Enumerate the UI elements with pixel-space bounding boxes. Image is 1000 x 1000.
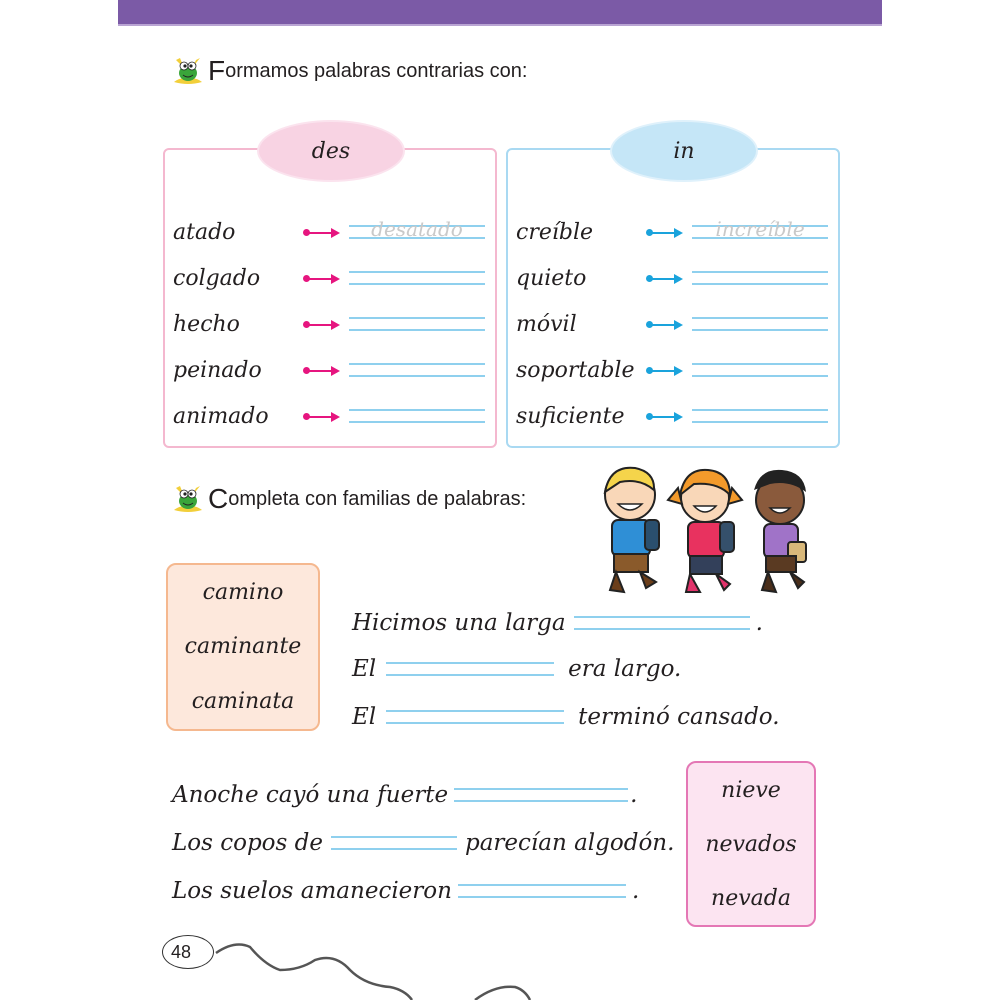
base-word: móvil xyxy=(516,311,577,337)
section-title-word-families xyxy=(172,484,526,514)
answer-blank[interactable] xyxy=(349,271,485,285)
exercise-row xyxy=(173,396,487,436)
frog-mascot-icon xyxy=(172,56,204,86)
title-text: ompleta con familias de palabras: xyxy=(228,487,527,510)
exercise-row xyxy=(516,396,830,436)
exercise-row xyxy=(516,304,830,344)
answer-blank[interactable]: increíble xyxy=(692,225,828,239)
exercise-row xyxy=(173,350,487,390)
arrow-icon xyxy=(646,225,686,239)
answer-blank[interactable] xyxy=(692,363,828,377)
title-initial: C xyxy=(208,483,229,514)
answer-blank[interactable] xyxy=(349,317,485,331)
children-walking-illustration xyxy=(590,460,820,600)
arrow-icon xyxy=(646,271,686,285)
sentence-2: El era largo. xyxy=(352,656,682,682)
exercise-row xyxy=(173,258,487,298)
sentence-5: Los copos de parecían algodón. xyxy=(172,830,675,856)
answer-blank[interactable]: desatado xyxy=(349,225,485,239)
prefix-label: des xyxy=(259,122,403,180)
prefix-label: in xyxy=(612,122,756,180)
answer-blank[interactable] xyxy=(692,317,828,331)
answer-blank[interactable] xyxy=(574,616,750,630)
answer-blank[interactable] xyxy=(454,788,628,802)
word-bank-item: nevada xyxy=(711,885,791,911)
exercise-row xyxy=(173,212,487,252)
answer-blank[interactable] xyxy=(349,409,485,423)
word-bank-item: camino xyxy=(202,579,284,605)
page-number: 48 xyxy=(162,935,214,969)
arrow-icon xyxy=(646,317,686,331)
mouse-cord-decoration xyxy=(150,925,550,1000)
prefix-panel-des xyxy=(163,138,497,448)
base-word: atado xyxy=(173,219,236,245)
arrow-icon xyxy=(303,409,343,423)
exercise-row xyxy=(173,304,487,344)
word-bank-item: nieve xyxy=(721,777,781,803)
arrow-icon xyxy=(646,363,686,377)
sentence-6: Los suelos amanecieron . xyxy=(172,878,640,904)
base-word: colgado xyxy=(173,265,261,291)
word-bank-item: nevados xyxy=(705,831,797,857)
prefix-panel-in xyxy=(506,138,840,448)
sentence-3: El terminó cansado. xyxy=(352,704,780,730)
answer-blank[interactable] xyxy=(692,271,828,285)
exercise-row xyxy=(516,258,830,298)
frog-mascot-icon xyxy=(172,484,204,514)
arrow-icon xyxy=(646,409,686,423)
base-word: peinado xyxy=(173,357,262,383)
arrow-icon xyxy=(303,225,343,239)
answer-blank[interactable] xyxy=(692,409,828,423)
base-word: hecho xyxy=(173,311,240,337)
section-title-opposites xyxy=(172,56,527,86)
answer-blank[interactable] xyxy=(349,363,485,377)
word-bank-item: caminata xyxy=(191,689,295,715)
arrow-icon xyxy=(303,271,343,285)
answer-blank[interactable] xyxy=(331,836,457,850)
exercise-row xyxy=(516,212,830,252)
base-word: quieto xyxy=(516,265,587,291)
base-word: suficiente xyxy=(516,403,625,429)
title-initial: F xyxy=(208,55,226,86)
sentence-4: Anoche cayó una fuerte . xyxy=(172,782,638,808)
title-text: ormamos palabras contrarias con: xyxy=(225,59,528,82)
top-color-bar xyxy=(118,0,882,26)
answer-blank[interactable] xyxy=(386,662,554,676)
word-bank-item: caminante xyxy=(184,634,302,660)
sentence-1: Hicimos una larga . xyxy=(352,610,763,636)
base-word: creíble xyxy=(516,219,594,245)
answer-blank[interactable] xyxy=(458,884,626,898)
exercise-row xyxy=(516,350,830,390)
arrow-icon xyxy=(303,317,343,331)
answer-blank[interactable] xyxy=(386,710,564,724)
word-bank-nieve xyxy=(686,761,816,927)
base-word: animado xyxy=(173,403,269,429)
arrow-icon xyxy=(303,363,343,377)
base-word: soportable xyxy=(516,357,635,383)
word-bank-camino xyxy=(166,563,320,731)
